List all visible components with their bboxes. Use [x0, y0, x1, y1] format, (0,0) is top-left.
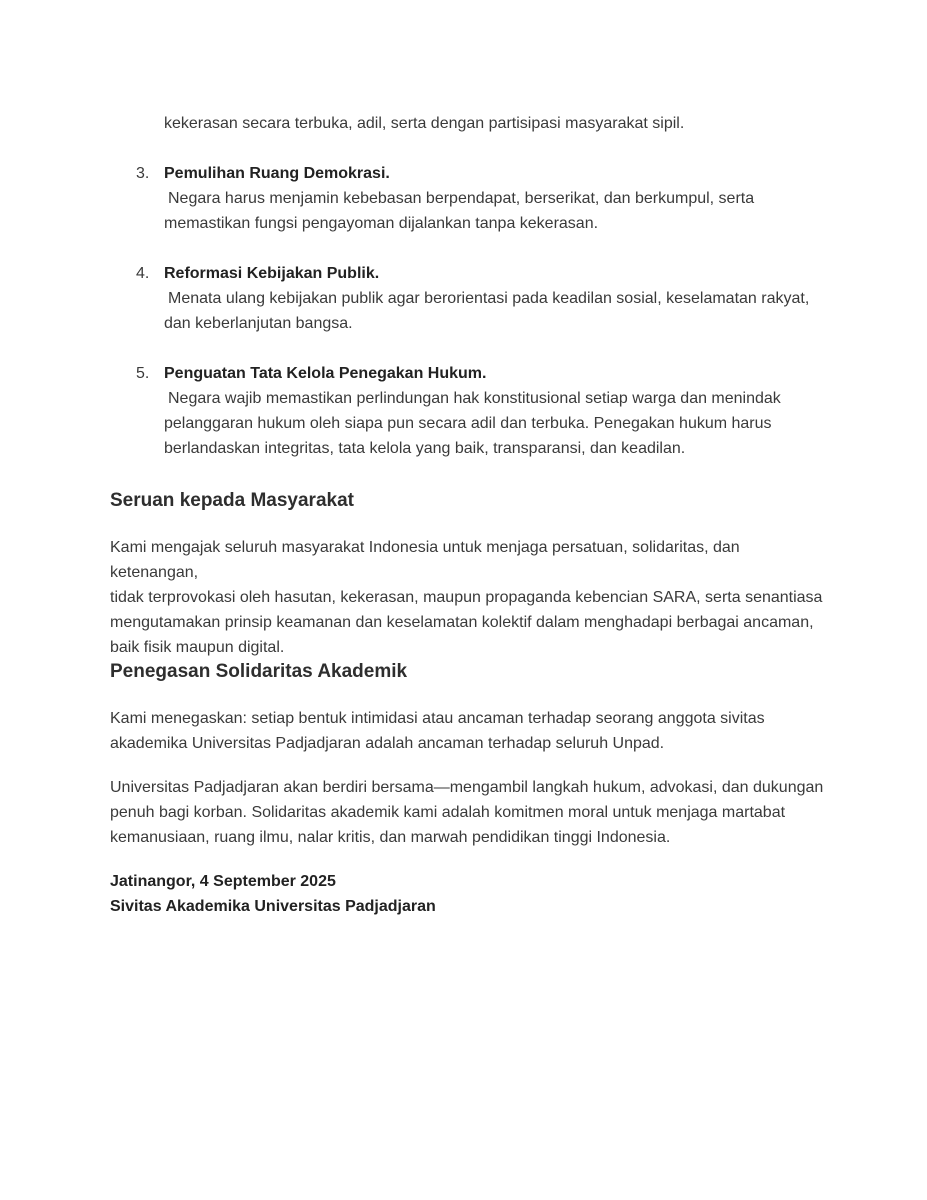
list-item-body-line: dan keberlanjutan bangsa. — [164, 315, 353, 332]
list-item-body-line: Negara harus menjamin kebebasan berpendapat, berserikat, dan berkumpul, serta — [168, 190, 755, 207]
list-item-3 — [110, 161, 810, 236]
list-item-title: Pemulihan Ruang Demokrasi. — [164, 165, 390, 182]
signature-place-date: Jatinangor, 4 September 2025 — [110, 873, 336, 890]
list-item-title: Reformasi Kebijakan Publik. — [164, 265, 380, 282]
paragraph-line: mengutamakan prinsip keamanan dan keselamatan kolektif dalam menghadapi berbagai ancaman, — [110, 614, 814, 631]
paragraph-line: Universitas Padjadjaran akan berdiri bersama—mengambil langkah hukum, advokasi, dan dukungan — [110, 779, 824, 796]
paragraph-line: penuh bagi korban. Solidaritas akademik kami adalah komitmen moral untuk menjaga martabat — [110, 804, 786, 821]
continuation-text: kekerasan secara terbuka, adil, serta dengan partisipasi masyarakat sipil. — [164, 115, 685, 132]
signature-organization: Sivitas Akademika Universitas Padjadjaran — [110, 898, 436, 915]
section-heading-solidaritas: Penegasan Solidaritas Akademik — [110, 661, 408, 682]
solidaritas-paragraph-2 — [110, 775, 830, 850]
list-number: 3. — [136, 165, 150, 182]
list-item-4 — [110, 261, 810, 336]
list-item-body-line: Negara wajib memastikan perlindungan hak konstitusional setiap warga dan menindak — [168, 390, 781, 407]
solidaritas-paragraph-1 — [110, 706, 830, 756]
list-number: 5. — [136, 365, 150, 382]
paragraph-line: Kami menegaskan: setiap bentuk intimidasi atau ancaman terhadap seorang anggota sivitas — [110, 710, 765, 727]
list-item-title: Penguatan Tata Kelola Penegakan Hukum. — [164, 365, 487, 382]
section-heading-seruan: Seruan kepada Masyarakat — [110, 490, 354, 511]
paragraph-line: akademika Universitas Padjadjaran adalah ancaman terhadap seluruh Unpad. — [110, 735, 665, 752]
demands-list — [110, 161, 810, 486]
list-item-body-line: Menata ulang kebijakan publik agar berorientasi pada keadilan sosial, keselamatan rakyat, — [168, 290, 810, 307]
list-item-body-line: memastikan fungsi pengayoman dijalankan tanpa kekerasan. — [164, 215, 599, 232]
list-number: 4. — [136, 265, 150, 282]
paragraph-line: Kami mengajak seluruh masyarakat Indonesia untuk menjaga persatuan, solidaritas, dan ketenangan, — [110, 539, 740, 581]
paragraph-line: kemanusiaan, ruang ilmu, nalar kritis, dan marwah pendidikan tinggi Indonesia. — [110, 829, 671, 846]
seruan-paragraph — [110, 535, 830, 660]
paragraph-line: baik fisik maupun digital. — [110, 639, 285, 656]
paragraph-line: tidak terprovokasi oleh hasutan, kekerasan, maupun propaganda kebencian SARA, serta senantiasa — [110, 589, 823, 606]
list-item-5 — [110, 361, 810, 461]
list-item-body-line: berlandaskan integritas, tata kelola yang baik, transparansi, dan keadilan. — [164, 440, 686, 457]
signature-block — [110, 869, 436, 919]
list-item-body-line: pelanggaran hukum oleh siapa pun secara adil dan terbuka. Penegakan hukum harus — [164, 415, 772, 432]
